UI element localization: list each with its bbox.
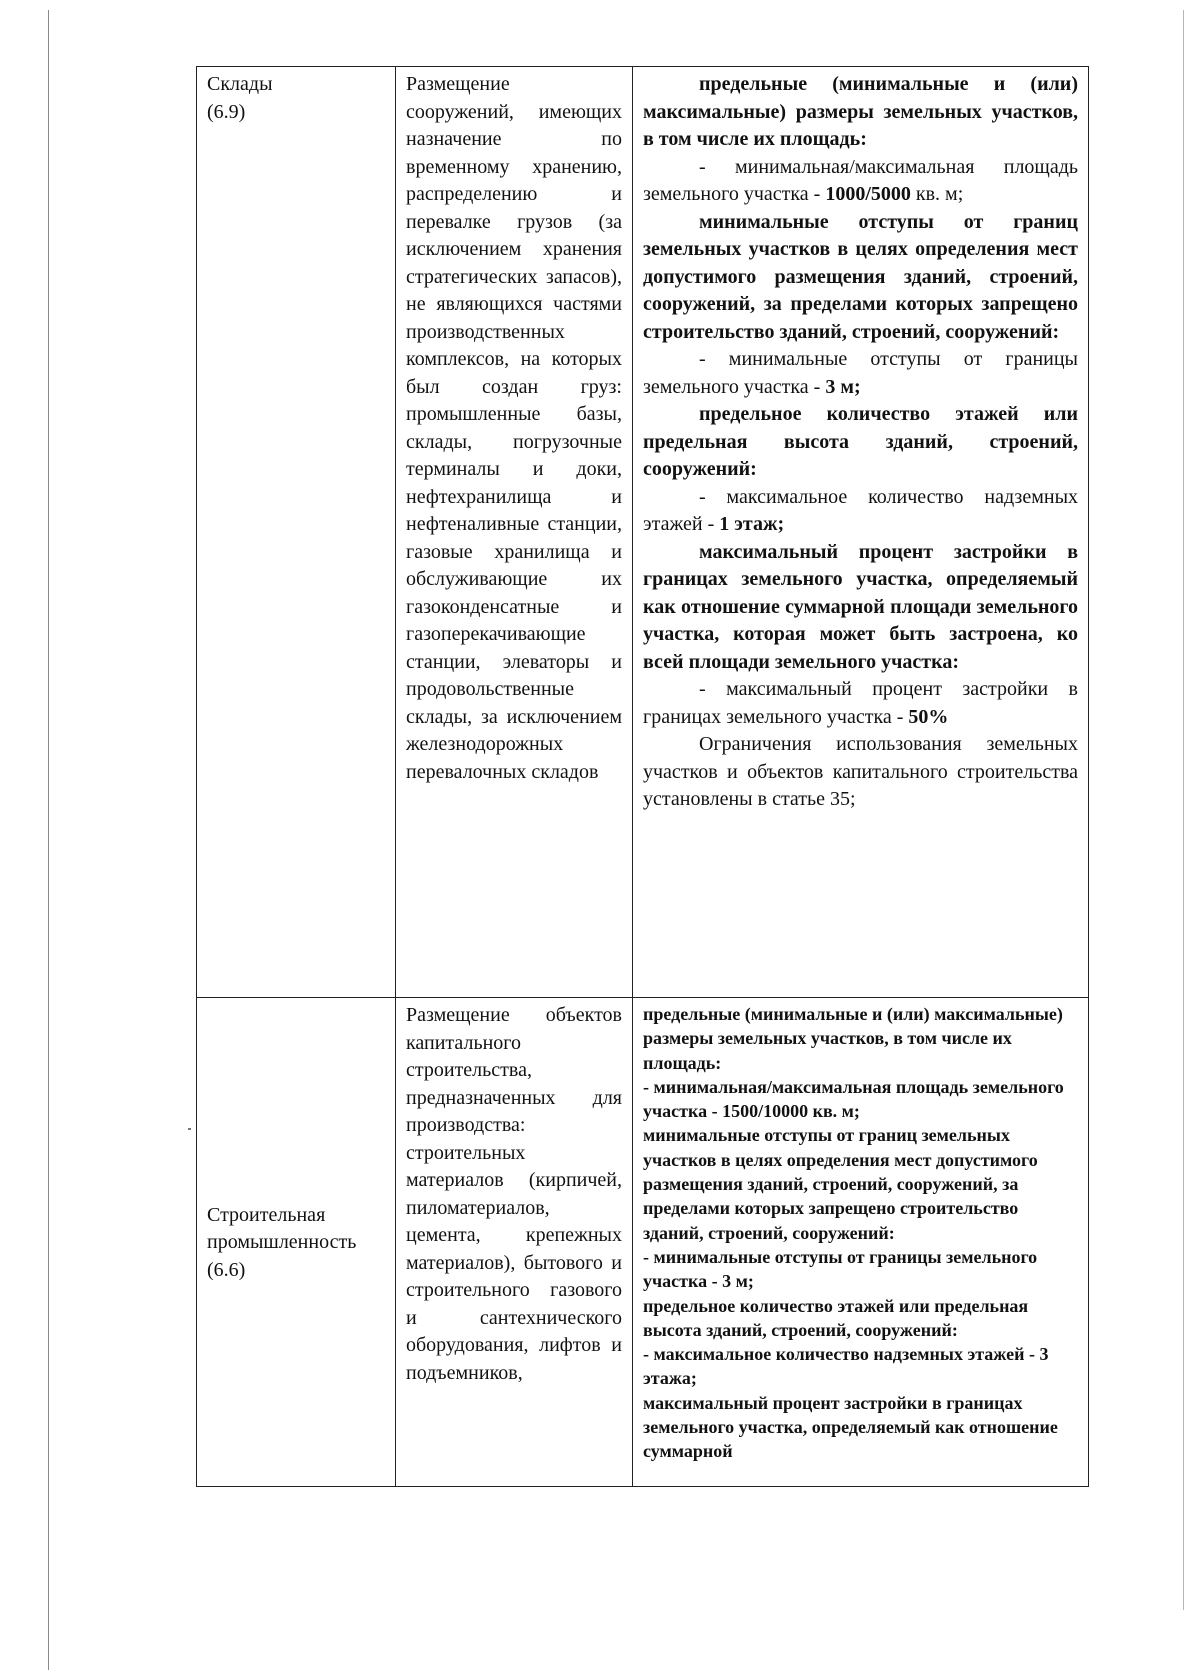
- table-row-warehouses: [197, 67, 1089, 998]
- floors-heading: предельное количество этажей или предельная высота зданий, строений, сооружений:: [643, 1295, 1029, 1340]
- floors-value-number: 1 этаж;: [719, 513, 785, 535]
- setback-value: - минимальные отступы от границы земельного участка - 3 м;: [643, 1246, 1038, 1292]
- use-description-cell: [396, 67, 633, 998]
- floors-heading: предельное количество этажей или предельная высота зданий, строений, сооружений:: [643, 403, 1078, 480]
- coverage-heading: максимальный процент застройки в границах земельного участка, определяемый как отношение суммарной площади земельного участка, которая может быть застроена, ко всей площади земельного участка:: [643, 540, 1078, 673]
- size-heading: предельные (минимальные и (или) максимальные) размеры земельных участков, в том числе их площадь:: [643, 73, 1078, 150]
- floors-value: [643, 484, 1078, 539]
- size-value: [643, 154, 1078, 209]
- use-description-cell: [396, 998, 633, 1487]
- setback-heading: минимальные отступы от границ земельных участков в целях определения мест допустимого размещения зданий, строений, сооружений, за пределами которых запрещено строительство зданий, строений, сооружений:: [643, 210, 1078, 343]
- scan-left-edge: [48, 10, 49, 1670]
- use-name-cell: [197, 67, 396, 998]
- size-value: - минимальная/максимальная площадь земельного участка - 1500/10000 кв. м;: [643, 1076, 1064, 1122]
- setback-value-text: - минимальные отступы от границы земельного участка -: [643, 348, 1078, 398]
- use-name: Склады (6.9): [207, 73, 273, 123]
- use-name: Строительная промышленность (6.6): [207, 1203, 357, 1281]
- floors-value: - максимальное количество надземных этажей - 3 этажа;: [643, 1344, 1049, 1389]
- size-value-unit: кв. м;: [910, 183, 964, 205]
- coverage-value-number: 50%: [908, 705, 949, 728]
- coverage-value-text: - максимальный процент застройки в границах земельного участка -: [643, 678, 1078, 728]
- parameters-cell: [633, 998, 1089, 1487]
- use-description: Размещение сооружений, имеющих назначение по временному хранению, распределению и перевалке грузов (за исключением хранения стратегических запасов), не являющихся частями производственных комплексов, на которых был создан груз: промышленные базы, склады, погрузочные терминалы и доки, нефтехранилища и нефтеналивные станции, газовые хранилища и обслуживающие их газоконденсатные и газоперекачивающие станции, элеваторы и продовольственные склады, за исключением железнодорожных перевалочных складов: [406, 73, 622, 783]
- setback-value: [643, 346, 1078, 401]
- restrictions-note: Ограничения использования земельных участков и объектов капитального строительства установлены в статье 35;: [643, 733, 1078, 810]
- setback-value-number: 3 м;: [825, 375, 861, 398]
- coverage-heading: максимальный процент застройки в границах земельного участка, определяемый как отношение суммарной: [643, 1392, 1058, 1462]
- scan-right-edge: [1183, 10, 1184, 1610]
- floors-value-text: - максимальное количество надземных этажей -: [643, 485, 1078, 535]
- parameters-cell: [633, 67, 1089, 998]
- setback-heading: минимальные отступы от границ земельных участков в целях определения мест допустимого размещения зданий, строений, сооружений, за пределами которых запрещено строительство зданий, строений, сооружений:: [643, 1125, 1038, 1243]
- land-use-table: [196, 66, 1089, 1487]
- size-value-text: - минимальная/максимальная площадь земельного участка -: [643, 155, 1078, 205]
- size-value-number: 1000/5000: [825, 183, 911, 205]
- use-name-cell: [197, 998, 396, 1487]
- table-row-construction-industry: [197, 998, 1089, 1487]
- scan-speck: [188, 1128, 191, 1130]
- coverage-value: [643, 676, 1078, 731]
- size-heading: предельные (минимальные и (или) максимальные) размеры земельных участков, в том числе их площадь:: [643, 1004, 1063, 1073]
- use-description: Размещение объектов капитального строительства, предназначенных для производства: строительных материалов (кирпичей, пиломатериалов, цемента, крепежных материалов), бытового и строительного газового и сантехнического оборудования, лифтов и подъемников,: [406, 1004, 622, 1384]
